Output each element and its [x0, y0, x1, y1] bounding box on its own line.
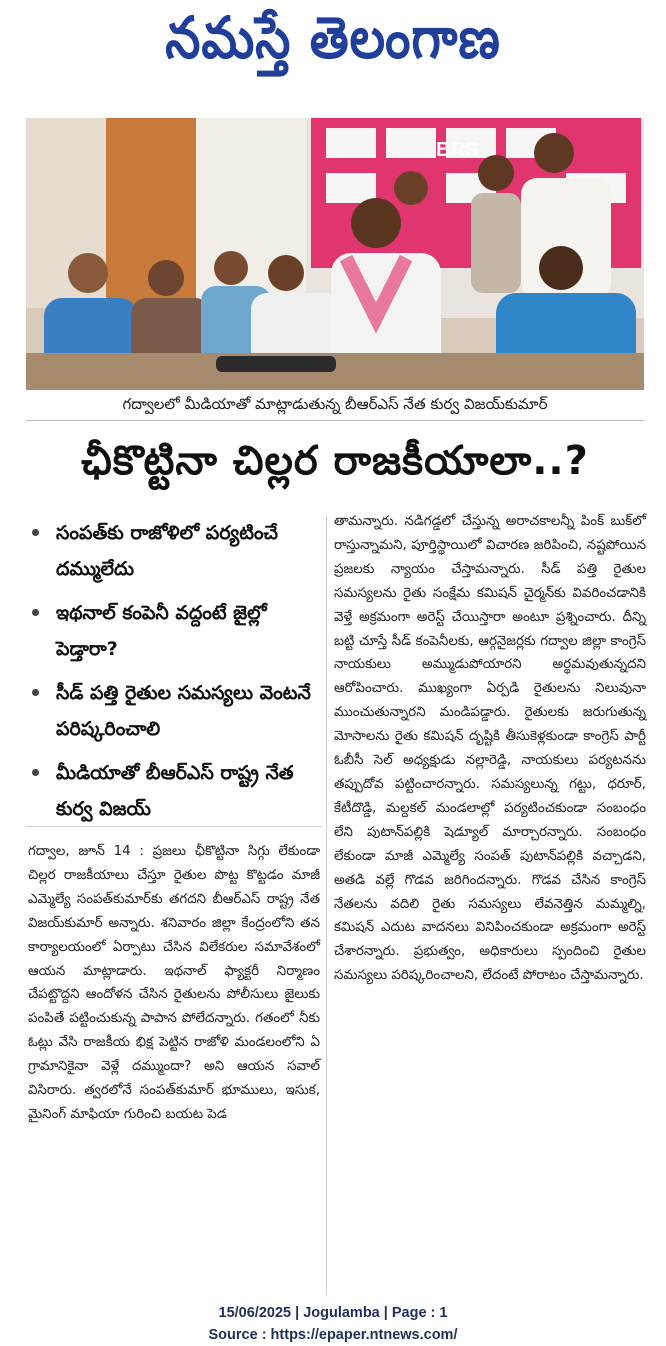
photo-caption: గద్వాలలో మీడియాతో మాట్లాడుతున్న బీఆర్‌ఎస్ నేత కుర్వ విజయ్‌కుమార్	[26, 392, 644, 421]
footer	[0, 1302, 666, 1346]
bullet-dot-icon	[32, 609, 39, 616]
masthead-title: నమస్తే తెలంగాణ	[165, 4, 501, 71]
column-divider	[326, 515, 327, 1295]
bullet-dot-icon	[32, 689, 39, 696]
highlight-text: సీడ్ పత్తి రైతుల సమస్యలు వెంటనే పరిష్కరించాలి	[56, 682, 311, 740]
banner-text: BRS	[436, 139, 479, 161]
highlight-item	[26, 595, 326, 667]
highlight-text: ఇథనాల్ కంపెనీ వద్దంటే జైల్లో పెడ్తారా?	[56, 602, 267, 660]
bullet-dot-icon	[32, 769, 39, 776]
news-photo	[26, 118, 644, 390]
section-divider	[26, 826, 322, 827]
highlight-text: మీడియాతో బీఆర్‌ఎస్ రాష్ట్ర నేత కుర్వ విజయ్	[56, 762, 294, 820]
footer-date-edition: 15/06/2025 | Jogulamba | Page : 1	[218, 1305, 448, 1321]
article-body-left: గద్వాల, జూన్ 14 : ప్రజలు ఛీకొట్టినా సిగ్గు లేకుండా చిల్లర రాజకీయాలు చేస్తూ రైతుల పొట్ట కొట్టడం మాజీ ఎమ్మెల్యే సంపత్‌కుమార్‌కు తగదని బీఆర్‌ఎస్ రాష్ట్ర నేత విజయ్‌కుమార్ అన్నారు. శనివారం జిల్లా కేంద్రంలోని తన కార్యాలయంలో ఏర్పాటు చేసిన విలేకరుల సమావేశంలో ఆయన మాట్లాడారు. ఇథనాల్ ఫ్యాక్టరీ నిర్మాణం చేపట్టొద్దని ఆందోళన చేసిన రైతులను పోలీసులు జైలుకు పంపితే పట్టించుకున్న పాపాన పోలేదన్నారు. గతంలో నీకు ఓట్లు వేసి రాజకీయ భిక్ష పెట్టిన రాజోళి మండలంలోని ఏ గ్రామానికైనా వెళ్లే దమ్ముందా? అని ఆయన సవాల్ విసిరారు. త్వరలోనే సంపత్‌కుమార్ భూములు, ఇసుక, మైనింగ్ మాఫియా గురించి బయట పెడ	[28, 844, 320, 1122]
highlight-item	[26, 755, 326, 827]
highlight-item	[26, 515, 326, 587]
highlights-list	[26, 515, 326, 835]
highlight-text: సంపత్‌కు రాజోళిలో పర్యటించే దమ్ములేదు	[56, 522, 278, 580]
article-body-right: తామన్నారు. నడిగడ్డలో చేస్తున్న అరాచకాలన్నీ పింక్ బుక్‌లో రాస్తున్నామని, పూర్తిస్థాయిలో విచారణ జరిపించి, నష్టపోయిన ప్రజలకు న్యాయం చేస్తామన్నారు. సీడ్ పత్తి రైతుల సమస్యలను రైతు సంక్షేమ కమిషన్ చైర్మన్‌కు వివరించడానికి వెళ్తే అక్రమంగా అరెస్ట్ చేయిస్తారా అంటూ ప్రశ్నించారు. దీన్ని బట్టి చూస్తే సీడ్ కంపెనీలకు, ఆర్గనైజర్లకు గద్వాల జిల్లా కాంగ్రెస్ నాయకులు అమ్ముడుపోయారని అర్థమవుతున్నదని ఆరోపించారు. ముఖ్యంగా ఏర్పడి రైతులను నిలువునా ముంచుతున్నారని మండిపడ్డారు. రైతులకు జరుగుతున్న మోసాలను రైతు కమిషన్ దృష్టికి తీసుకెళ్లకుండా కాంగ్రెస్ పార్టీ ఓబీసీ సెల్ అధ్యక్షుడు నల్లారెడ్డి, నాయకులు పర్యటనను తప్పుదోవ పట్టించారన్నారు. సమస్యలున్న గట్టు, ధరూర్, కేటీదొడ్డి, మల్దకల్ మండలాల్లో పర్యటించకుండా సంబంధం లేని పుటాన్‌పల్లికి షెడ్యూల్ మార్చారన్నారు. సంబంధం లేకుండా మాజీ ఎమ్మెల్యే సంపత్ పుటాన్‌పల్లికి వచ్చాడని, అతడి వల్లే గొడవ జరిగిందన్నారు. గొడవ చేసిన కాంగ్రెస్ నేతలను వదిలి రైతు సమస్యలు లేవనెత్తిన మమ్మల్ని, కమిషన్ ఎదుట వాదనలు వినిపించకుండా అక్రమంగా అరెస్ట్ చేశారన్నారు. ప్రభుత్వం, అధికారులు స్పందించి రైతుల సమస్యలు పరిష్కరించాలని, లేదంటే పోరాటం చేస్తామన్నారు.	[334, 514, 646, 984]
headline: ఛీకొట్టినా చిల్లర రాజకీయాలా..?	[81, 438, 589, 484]
masthead	[0, 0, 666, 90]
highlight-item	[26, 675, 326, 747]
bullet-dot-icon	[32, 529, 39, 536]
footer-source[interactable]: Source : https://epaper.ntnews.com/	[208, 1327, 458, 1343]
press-meet-illustration	[26, 118, 644, 390]
